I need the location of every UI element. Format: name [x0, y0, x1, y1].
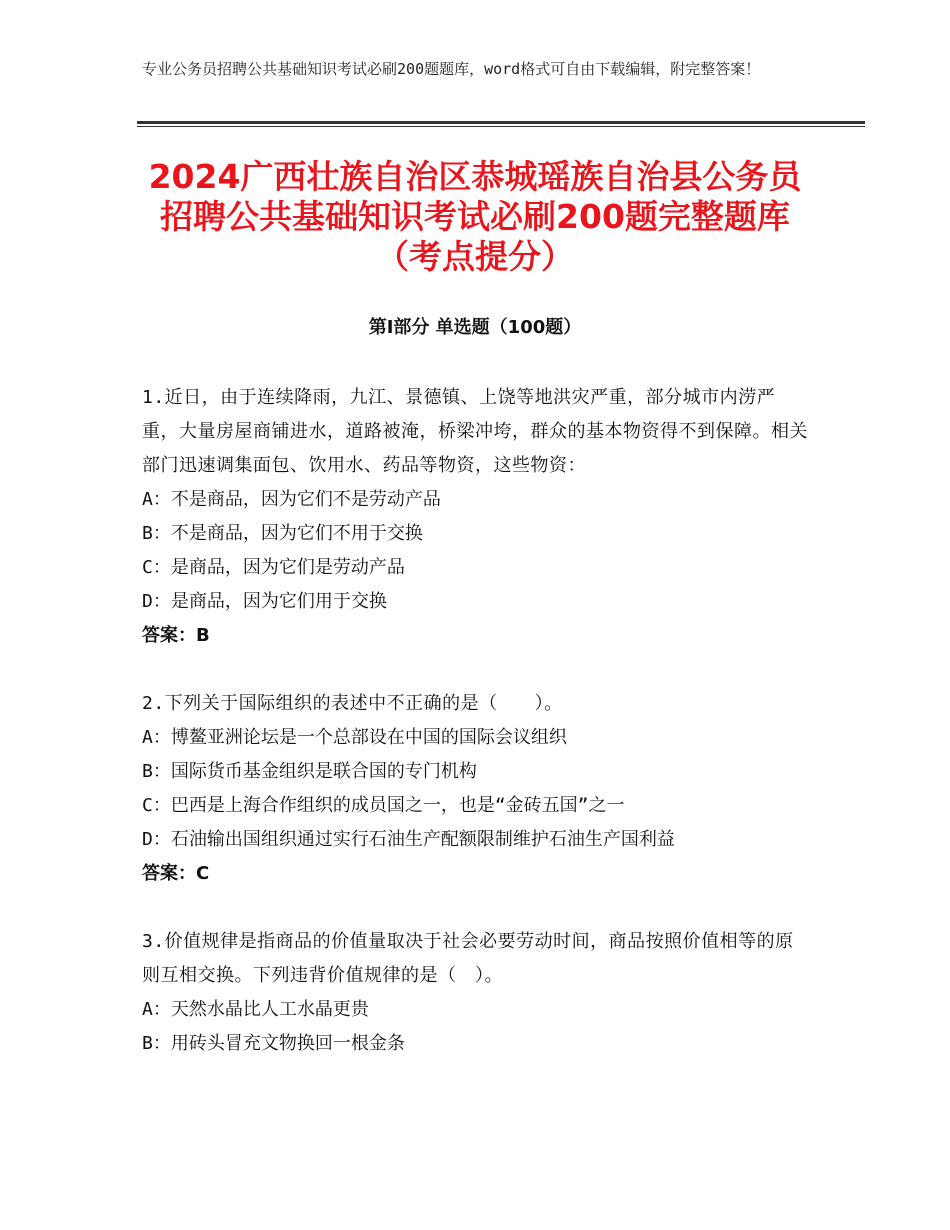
option-a: A：天然水晶比人工水晶更贵: [142, 999, 369, 1020]
option-c: C：是商品，因为它们是劳动产品: [142, 557, 405, 578]
answer: 答案：C: [142, 863, 210, 884]
option-a: A：博鳌亚洲论坛是一个总部设在中国的国际会议组织: [142, 727, 567, 748]
title-line-3: （考点提分）: [376, 237, 574, 276]
section-heading: 第Ⅰ部分 单选题（100题）: [368, 317, 582, 338]
answer: 答案：B: [142, 625, 210, 646]
title-line-1: 2024广西壮族自治区恭城瑶族自治县公务员: [148, 157, 802, 196]
question-stem: 1.近日，由于连续降雨，九江、景德镇、上饶等地洪灾严重，部分城市内涝严重，大量房屋商铺进水，道路被淹，桥梁冲垮，群众的基本物资得不到保障。相关部门迅速调集面包、饮用水、药品等物资，这些物资：: [142, 387, 808, 476]
document-title: [100, 157, 850, 277]
question-stem: 3.价值规律是指商品的价值量取决于社会必要劳动时间，商品按照价值相等的原则互相交换。下列违背价值规律的是（ ）。: [142, 931, 794, 986]
option-b: B：国际货币基金组织是联合国的专门机构: [142, 761, 477, 782]
option-b: B：用砖头冒充文物换回一根金条: [142, 1033, 405, 1054]
question-2: [142, 687, 812, 891]
option-a: A：不是商品，因为它们不是劳动产品: [142, 489, 441, 510]
header-note: 专业公务员招聘公共基础知识考试必刷200题题库，word格式可自由下载编辑，附完整答案！: [142, 60, 761, 78]
option-d: D：石油输出国组织通过实行石油生产配额限制维护石油生产国利益: [142, 829, 675, 850]
header-divider-thin: [137, 126, 865, 127]
question-list: [142, 381, 812, 1095]
question-stem: 2.下列关于国际组织的表述中不正确的是（ ）。: [142, 693, 563, 714]
question-3: [142, 925, 812, 1061]
option-c: C：巴西是上海合作组织的成员国之一，也是“金砖五国”之一: [142, 795, 625, 816]
option-b: B：不是商品，因为它们不用于交换: [142, 523, 423, 544]
title-line-2: 招聘公共基础知识考试必刷200题完整题库: [160, 197, 790, 236]
question-1: [142, 381, 812, 653]
option-d: D：是商品，因为它们用于交换: [142, 591, 387, 612]
header-divider-thick: [137, 121, 865, 124]
